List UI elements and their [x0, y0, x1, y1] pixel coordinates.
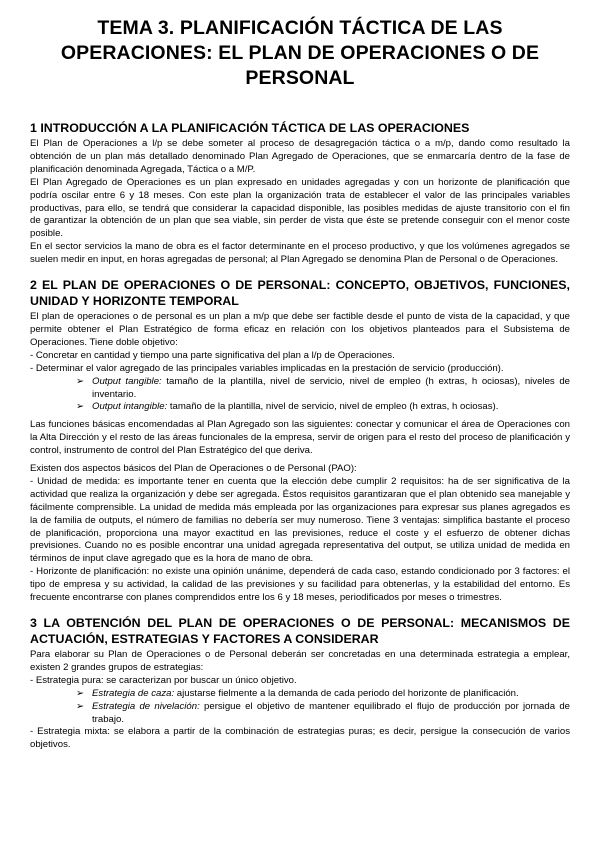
- section-2-sub-item-1: [30, 376, 570, 402]
- sub-item-label: Estrategia de caza:: [92, 687, 175, 699]
- arrow-bullet-icon: ➢: [76, 700, 85, 712]
- section-2-paragraph-4: - Unidad de medida: es importante tener en cuenta que la elección debe cumplir 2 requisitos: ha de ser significativa de la actividad que realiza la organización y debe ser agregada. Éstos requisitos garantizaran que el plan obtenido sea manejable y fácilmente comprensible. La unidad de medida más empleada por las organizaciones para expresar sus planes agregados es la de familia de outputs, el número de familias no debería ser muy numeroso. Tiene 3 ventajas: simplifica bastante el proceso de planificación, proporciona una mayor exactitud en las previsiones, reduce el coste y el esfuerzo de obtener dichas previsiones. Cuando no es posible encontrar una unidad agregada representativa del output, se utiliza unidad de medida en términos de input clave agregado que es la hora de mano de obra.: [30, 475, 570, 565]
- sub-item-label: Output intangible:: [92, 401, 168, 413]
- section-2-list-item-2: - Determinar el valor agregado de las principales variables implicadas en la prestación de servicio (producción).: [30, 362, 504, 374]
- sub-item-text: tamaño de la plantilla, nivel de servicio, nivel de empleo (h extras, h ociosas).: [167, 401, 499, 413]
- arrow-bullet-icon: ➢: [76, 375, 85, 387]
- section-2-paragraph-2: Las funciones básicas encomendadas al Plan Agregado son las siguientes: conectar y comunicar el área de Operaciones con la Alta Dirección y el resto de las áreas funcionales de la empresa, servir de origen para el resto del proceso de planificación y control, instrumento de control del Plan Estratégico del que deriva.: [30, 419, 570, 457]
- sub-item-label: Estrategia de nivelación:: [92, 700, 200, 712]
- sub-item-text: tamaño de la plantilla, nivel de servicio, nivel de empleo (h extras, h ociosas), niveles de inventario.: [92, 375, 570, 400]
- title-line-3: PERSONAL: [245, 67, 355, 89]
- section-1-paragraph-2: El Plan Agregado de Operaciones es un plan expresado en unidades agregadas y con un horizonte de planificación que podría oscilar entre 6 y 18 meses. Con este plan la organización trata de establecer el valor de las principales variables productivas, para ello, se tendrá que considerar la capacidad disponible, las posibles medidas de ajuste transitorio con el fin de garantizar la obtención de un plan que sea viable, sin perder de vista que éste se pretende conseguir con el menor coste posible.: [30, 176, 570, 240]
- arrow-bullet-icon: ➢: [76, 687, 85, 699]
- section-3-paragraph-1: Para elaborar su Plan de Operaciones o de Personal deberán ser concretadas en una determinada estrategia a emplear, existen 2 grandes grupos de estrategias:: [30, 649, 570, 673]
- section-3-list-item-2: - Estrategia mixta: se elabora a partir de la combinación de estrategias puras; es decir, persigue la consecución de varios objetivos.: [30, 726, 570, 751]
- section-2-heading: 2 EL PLAN DE OPERACIONES O DE PERSONAL: CONCEPTO, OBJETIVOS, FUNCIONES, UNIDAD Y HORIZONTE TEMPORAL: [30, 278, 570, 309]
- section-3-heading: 3 LA OBTENCIÓN DEL PLAN DE OPERACIONES O DE PERSONAL: MECANISMOS DE ACTUACIÓN, ESTRATEGIAS Y FACTORES A CONSIDERAR: [30, 616, 570, 646]
- arrow-bullet-icon: ➢: [76, 401, 85, 413]
- section-2-paragraph-1: El plan de operaciones o de personal es un plan a m/p que debe ser factible desde el punto de vista de la capacidad, y que permite obtener el Plan Estratégico de forma eficaz en relación con los objetivos planteados para el Subsistema de Operaciones. Tiene doble objetivo:: [30, 311, 570, 348]
- section-1-heading: 1 INTRODUCCIÓN A LA PLANIFICACIÓN TÁCTICA DE LAS OPERACIONES: [30, 121, 470, 135]
- section-3-sub-item-2: [30, 701, 570, 727]
- sub-item-text: persigue el objetivo de mantener equilibrado el flujo de producción por jornada de trabajo.: [92, 700, 570, 725]
- sub-item-label: Output tangible:: [92, 375, 162, 387]
- page-title: [30, 16, 570, 91]
- section-3-list-item-1: - Estrategia pura: se caracterizan por buscar un único objetivo.: [30, 674, 297, 686]
- section-2-paragraph-5: - Horizonte de planificación: no existe una opinión unánime, dependerá de cada caso, estando condicionado por 3 factores: el tipo de empresa y su actividad, la calidad de las previsiones y su facilidad para obtenerlas, y la estabilidad del entorno. Es frecuente encontrarse con planes comprendidos entre los 6 y 18 meses, periodificados por meses o trimestres.: [30, 566, 570, 604]
- section-2-sub-item-2: [30, 401, 570, 414]
- title-line-2: OPERACIONES: EL PLAN DE OPERACIONES O DE: [60, 42, 540, 64]
- section-2-paragraph-3: Existen dos aspectos básicos del Plan de Operaciones o de Personal (PAO):: [30, 463, 357, 475]
- section-3-sub-item-1: [30, 688, 570, 701]
- section-2-list-item-1: - Concretar en cantidad y tiempo una parte significativa del plan a l/p de Operaciones.: [30, 349, 395, 361]
- title-line-1: TEMA 3. PLANIFICACIÓN TÁCTICA DE LAS: [97, 17, 503, 39]
- section-plan-operaciones: [30, 277, 570, 605]
- section-obtencion-plan: [30, 615, 570, 752]
- section-1-paragraph-3: En el sector servicios la mano de obra es el factor determinante en el proceso productivo, y que los volúmenes agregados se suelen medir en input, en horas agregadas de personal; al Plan Agregado se denomina Plan de Personal o de Operaciones.: [30, 241, 570, 266]
- section-introduccion: [30, 120, 570, 267]
- section-1-paragraph-1: El Plan de Operaciones a l/p se debe someter al proceso de desagregación táctica o a m/p, dando como resultado la obtención de un plan más detallado denominado Plan Agregado de Operaciones, que se enmarcaría dentro de la fase de planificación denominada Agregada, Táctica o a M/P.: [30, 138, 570, 175]
- sub-item-text: ajustarse fielmente a la demanda de cada periodo del horizonte de planificación.: [174, 687, 519, 699]
